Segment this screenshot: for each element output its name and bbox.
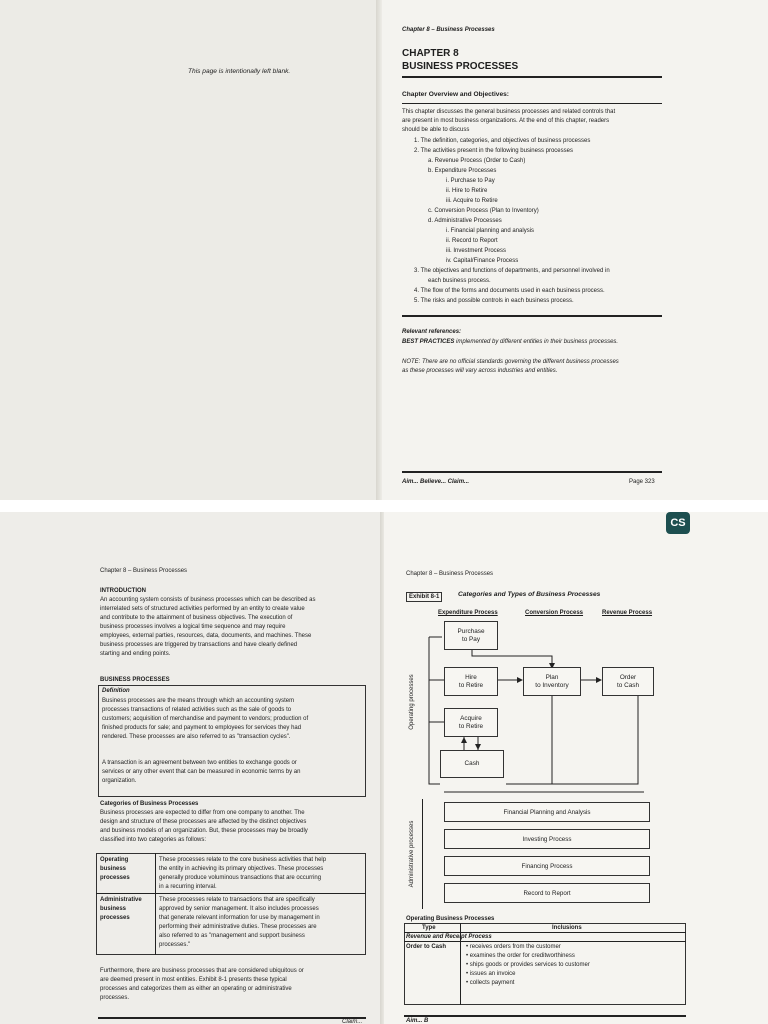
box-line: Cash [464, 760, 480, 767]
objective-item: 5. The risks and possible controls in each business process. [414, 298, 574, 304]
refs-bold: BEST PRACTICES [402, 339, 455, 345]
objective-item: iii. Investment Process [446, 248, 507, 254]
refs-heading: Relevant references: [402, 329, 462, 335]
objective-item: i. Purchase to Pay [446, 178, 495, 184]
objective-item: 2. The activities present in the following business processes [414, 148, 573, 154]
definition-line: customers; acquisition of merchandise and payment to vendors; production of [102, 716, 309, 722]
objectives-rule [402, 315, 662, 317]
table-divider [155, 853, 156, 955]
op-table-heading: Operating Business Processes [406, 916, 495, 922]
intro-line: employees, external parties, resources, data, documents, and machines. These [100, 633, 312, 639]
table-cell: also referred to as "management and support business [159, 933, 305, 939]
table-label: Administrative [100, 897, 142, 903]
op-inclusion: • issues an invoice [466, 971, 516, 977]
op-table-type: Order to Cash [406, 944, 447, 950]
op-col-type: Type [422, 925, 436, 931]
hire-to-retire-box [444, 667, 498, 696]
blank-page-note: This page is intentionally left blank. [188, 68, 291, 75]
op-inclusion: • ships goods or provides services to customer [466, 962, 590, 968]
objective-item: c. Conversion Process (Plan to Inventory) [428, 208, 539, 214]
table-label: processes [100, 875, 130, 881]
title-rule [402, 76, 662, 78]
box-line: Acquire [460, 714, 482, 722]
definition-line: finished products for sale; and payment to employees for services they had [102, 725, 302, 731]
box-line: to Retire [458, 722, 484, 730]
table-label: processes [100, 915, 130, 921]
page-323 [382, 0, 768, 500]
footer-rule [98, 1017, 366, 1019]
intro-line: and contribute to the attainment of business objectives. The execution of [100, 615, 293, 621]
closing-line: are deemed present in most entities. Exhibit 8-1 presents these typical [100, 977, 287, 983]
box-line: Purchase [457, 627, 485, 635]
op-col-inclusions: Inclusions [552, 925, 582, 931]
table-label: Operating [100, 857, 129, 863]
footer-partial: Aim... B [406, 1018, 429, 1024]
table-cell: These processes relate to transactions that are specifically [159, 897, 315, 903]
transaction-line: services or any other event that can be measured in economic terms by an [102, 769, 301, 775]
categories-line: classified into two categories as follows: [100, 837, 207, 843]
box-line: to Cash [616, 681, 640, 689]
box-line: to Retire [458, 681, 484, 689]
cash-box [440, 750, 504, 778]
admin-process-box: Record to Report [444, 883, 650, 903]
objective-item: 1. The definition, categories, and objectives of business processes [414, 138, 591, 144]
intro-line: are present in most business organizations. At the end of this chapter, readers [402, 118, 610, 124]
footer-rule [404, 1015, 686, 1017]
bp-heading: BUSINESS PROCESSES [100, 677, 170, 683]
intro-heading: INTRODUCTION [100, 588, 146, 594]
op-inclusion: • collects payment [466, 980, 515, 986]
exhibit-title: Categories and Types of Business Processes [458, 591, 601, 598]
admin-bracket [422, 799, 423, 909]
table-cell: in a recurring interval. [159, 884, 217, 890]
table-cell: processes." [159, 942, 191, 948]
closing-line: processes. [100, 995, 130, 1001]
op-inclusion: • receives orders from the customer [466, 944, 561, 950]
objective-item: d. Administrative Processes [428, 218, 502, 224]
running-head: Chapter 8 – Business Processes [406, 571, 494, 577]
chapter-label: CHAPTER 8 [402, 48, 459, 59]
camscanner-badge: CS [666, 512, 690, 534]
acquire-to-retire-box [444, 708, 498, 737]
col-header-expenditure: Expenditure Process [438, 610, 498, 616]
intro-line: business processes involves a logical time sequence and may require [100, 624, 286, 630]
running-head: Chapter 8 – Business Processes [402, 27, 495, 33]
box-line: to Pay [461, 635, 481, 643]
op-inclusion: • examines the order for creditworthiness [466, 953, 575, 959]
note-line: as these processes will vary across industries and entities. [402, 368, 558, 374]
categories-line: design and structure of these processes are affected by the distinct objectives [100, 819, 307, 825]
objective-item: 3. The objectives and functions of departments, and personnel involved in [414, 268, 610, 274]
box-line: Order [619, 673, 637, 681]
page-number: Page 323 [629, 479, 655, 485]
objective-item: iv. Capital/Finance Process [446, 258, 519, 264]
objective-item: 4. The flow of the forms and documents used in each business process. [414, 288, 605, 294]
table-cell: that generate relevant information for use by management in [159, 915, 320, 921]
intro-line: An accounting system consists of business processes which can be described as [100, 597, 316, 603]
page-blank [0, 0, 382, 500]
table-cell: the entity in achieving its primary objectives. These processes [159, 866, 324, 872]
table-label: business [100, 866, 127, 872]
closing-line: processes and categorizes them as either an operating or administrative [100, 986, 292, 992]
categories-heading: Categories of Business Processes [100, 801, 199, 807]
refs-line [402, 338, 618, 346]
objective-item: b. Expenditure Processes [428, 168, 497, 174]
plan-to-inventory-box [523, 667, 581, 696]
operating-label: Operating processes [408, 674, 415, 730]
exhibit-tag: Exhibit 8-1 [406, 592, 442, 602]
running-head: Chapter 8 – Business Processes [100, 568, 188, 574]
col-header-revenue: Revenue Process [602, 610, 653, 616]
closing-line: Furthermore, there are business processes that are considered ubiquitous or [100, 968, 304, 974]
definition-line: rendered. These processes are also referred to as "transaction cycles". [102, 734, 291, 740]
box-line: Hire [465, 673, 477, 681]
refs-rest: implemented by different entities in their business processes. [454, 339, 619, 345]
footer-partial: Claim... [342, 1019, 363, 1024]
box-line: Plan [545, 673, 559, 681]
admin-process-box: Financing Process [444, 856, 650, 876]
page-324 [384, 512, 768, 1024]
purchase-to-pay-box [444, 621, 498, 650]
intro-line: starting and ending points. [100, 651, 171, 657]
objective-item: a. Revenue Process (Order to Cash) [428, 158, 526, 164]
objective-item: ii. Hire to Retire [446, 188, 488, 194]
table-cell: performing their administrative duties. These processes are [159, 924, 317, 930]
overview-rule [402, 103, 662, 104]
administrative-label: Administrative processes [408, 820, 415, 888]
table-cell: approved by senior management. It also includes processes [159, 906, 319, 912]
categories-line: Business processes are expected to differ from one company to another. The [100, 810, 305, 816]
categories-line: and business models of an organization. But, these processes may be broadly [100, 828, 308, 834]
order-to-cash-box [602, 667, 654, 696]
transaction-line: organization. [102, 778, 137, 784]
col-header-conversion: Conversion Process [525, 610, 584, 616]
page-322 [0, 512, 384, 1024]
table-divider [96, 893, 366, 894]
transaction-line: A transaction is an agreement between two entities to exchange goods or [102, 760, 297, 766]
chapter-title: BUSINESS PROCESSES [402, 61, 519, 72]
objective-item: ii. Record to Report [446, 238, 498, 244]
definition-line: processes transactions of related activities such as the sale of goods to [102, 707, 292, 713]
definition-label: Definition [102, 688, 130, 694]
admin-process-box: Investing Process [444, 829, 650, 849]
table-cell: generally produce voluminous transactions that are occurring [159, 875, 322, 881]
table-cell: These processes relate to the core business activities that help [159, 857, 327, 863]
admin-process-box: Financial Planning and Analysis [444, 802, 650, 822]
objective-item: each business process. [428, 278, 491, 284]
objective-item: i. Financial planning and analysis [446, 228, 535, 234]
footer-rule [402, 471, 662, 473]
table-label: business [100, 906, 127, 912]
box-line: to Inventory [535, 681, 569, 689]
overview-heading: Chapter Overview and Objectives: [402, 91, 510, 98]
intro-line: This chapter discusses the general business processes and related controls that [402, 109, 616, 115]
footer-motto: Aim... Believe... Claim... [402, 479, 470, 485]
op-table-section: Revenue and Receipt Process [406, 934, 492, 940]
intro-line: interrelated sets of structured activities performed by an entity to create value [100, 606, 305, 612]
objective-item: iii. Acquire to Retire [446, 198, 498, 204]
intro-line: business processes are triggered by transactions and have clearly defined [100, 642, 298, 648]
note-line: NOTE: There are no official standards governing the different business processes [402, 359, 619, 365]
intro-line: should be able to discuss [402, 127, 470, 133]
definition-line: Business processes are the means through which an accounting system [102, 698, 295, 704]
